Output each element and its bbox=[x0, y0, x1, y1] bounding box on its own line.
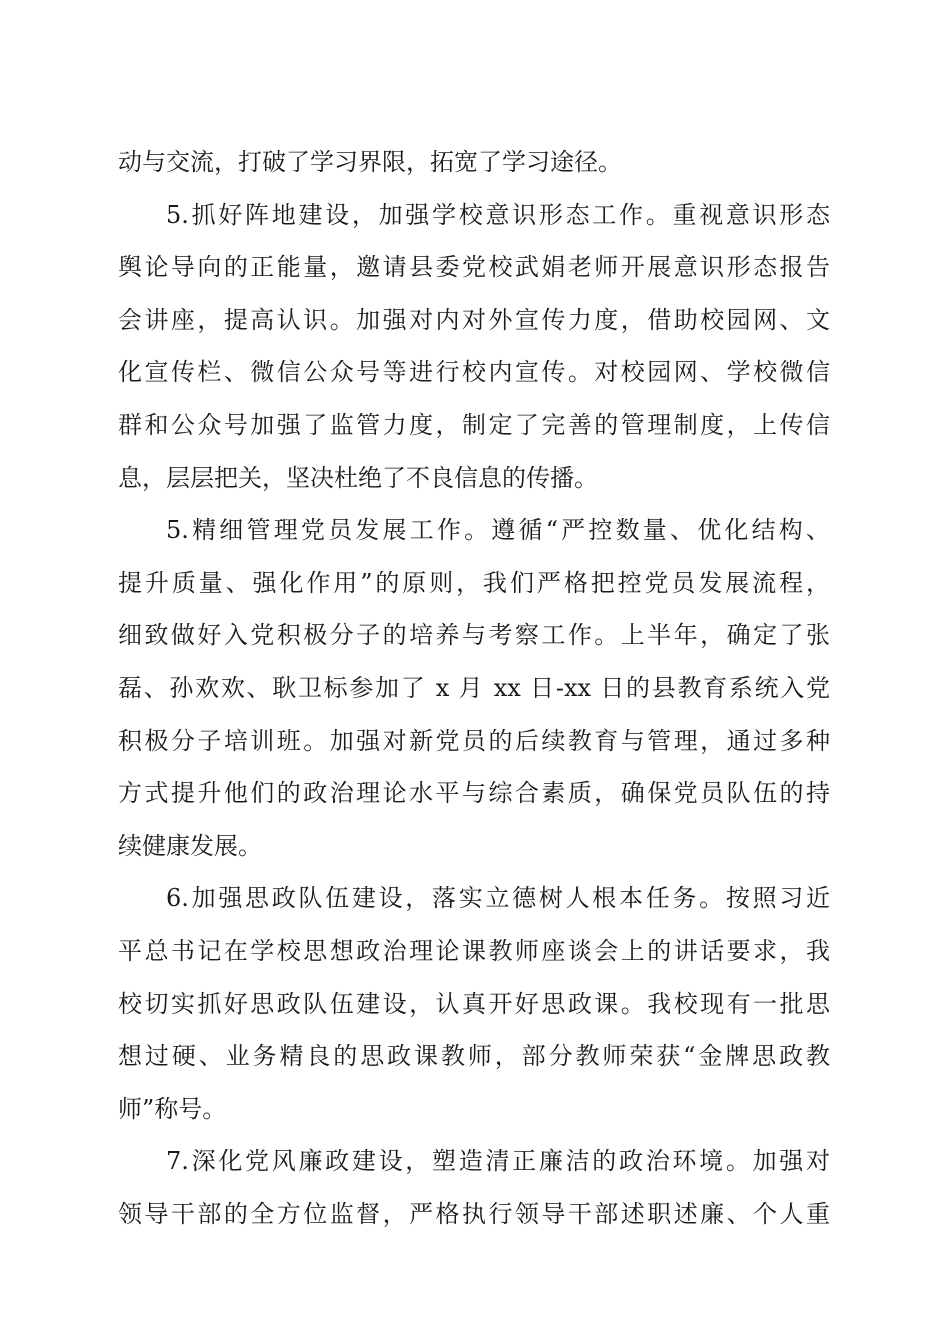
paragraph-line: 7.深化党风廉政建设，塑造清正廉洁的政治环境。加强对 bbox=[166, 1147, 830, 1176]
paragraph-line: 5.精细管理党员发展工作。遵循“严控数量、优化结构、 bbox=[166, 516, 830, 545]
paragraph-line: 师”称号。 bbox=[118, 1094, 227, 1123]
paragraph-line: 校切实抓好思政队伍建设，认真开好思政课。我校现有一批思 bbox=[118, 989, 830, 1018]
paragraph-line: 群和公众号加强了监管力度，制定了完善的管理制度，上传信 bbox=[118, 410, 830, 439]
paragraph-line: 方式提升他们的政治理论水平与综合素质，确保党员队伍的持 bbox=[118, 779, 830, 808]
paragraph-line: 提升质量、强化作用”的原则，我们严格把控党员发展流程， bbox=[118, 568, 830, 597]
paragraph-line: 化宣传栏、微信公众号等进行校内宣传。对校园网、学校微信 bbox=[118, 358, 830, 387]
paragraph-line: 想过硬、业务精良的思政课教师，部分教师荣获“金牌思政教 bbox=[118, 1042, 830, 1071]
paragraph-line: 续健康发展。 bbox=[118, 831, 262, 860]
paragraph-line: 磊、孙欢欢、耿卫标参加了 x 月 xx 日-xx 日的县教育系统入党 bbox=[118, 673, 830, 702]
document-body bbox=[118, 136, 830, 1240]
paragraph-line: 会讲座，提高认识。加强对内对外宣传力度，借助校园网、文 bbox=[118, 305, 830, 334]
paragraph-line: 领导干部的全方位监督，严格执行领导干部述职述廉、个人重 bbox=[118, 1199, 830, 1228]
paragraph-line: 6.加强思政队伍建设，落实立德树人根本任务。按照习近 bbox=[166, 884, 830, 913]
paragraph-line: 细致做好入党积极分子的培养与考察工作。上半年，确定了张 bbox=[118, 621, 830, 650]
paragraph-line: 舆论导向的正能量，邀请县委党校武娟老师开展意识形态报告 bbox=[118, 253, 830, 282]
paragraph-line: 息，层层把关，坚决杜绝了不良信息的传播。 bbox=[118, 463, 598, 492]
paragraph-line: 平总书记在学校思想政治理论课教师座谈会上的讲话要求，我 bbox=[118, 936, 830, 965]
paragraph-line: 5.抓好阵地建设，加强学校意识形态工作。重视意识形态 bbox=[166, 200, 830, 229]
paragraph-line: 积极分子培训班。加强对新党员的后续教育与管理，通过多种 bbox=[118, 726, 830, 755]
paragraph-line: 动与交流，打破了学习界限，拓宽了学习途径。 bbox=[118, 148, 622, 176]
